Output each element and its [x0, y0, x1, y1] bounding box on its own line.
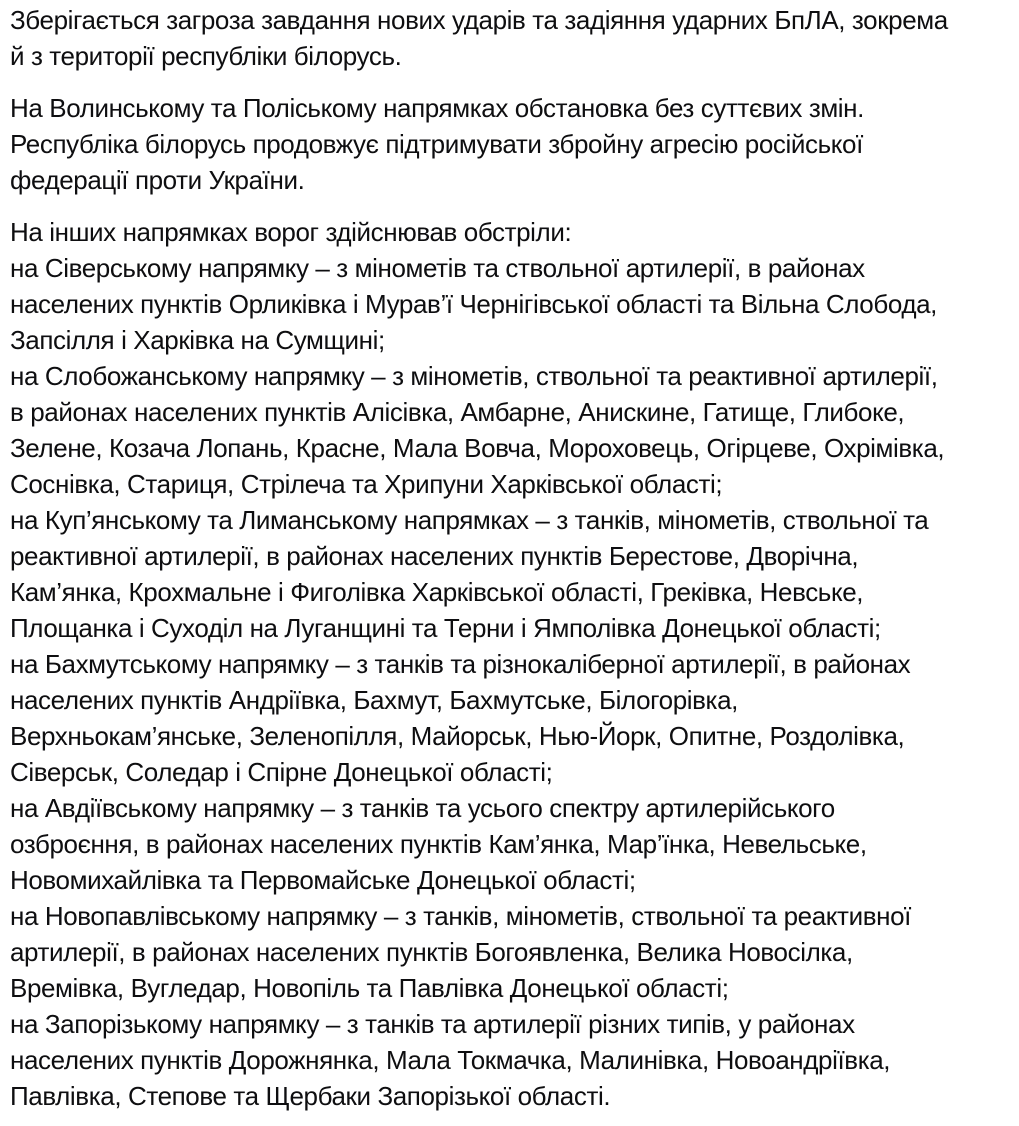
text-line: Площанка і Суходіл на Луганщині та Терни і Ямполівка Донецької області;	[10, 613, 881, 643]
text-line: Кам’янка, Крохмальне і Фиголівка Харківської області, Греківка, Невське,	[10, 577, 864, 607]
text-line: населених пунктів Орликівка і Мурав’ї Чернігівської області та Вільна Слобода,	[10, 289, 937, 319]
text-line: в районах населених пунктів Алісівка, Амбарне, Анискине, Гатище, Глибоке,	[10, 397, 905, 427]
text-line: Зберігається загроза завдання нових ударів та задіяння ударних БпЛА, зокрема	[10, 5, 948, 35]
text-line: й з території республіки білорусь.	[10, 41, 402, 71]
text-line: Верхньокам’янське, Зеленопілля, Майорськ, Нью-Йорк, Опитне, Роздолівка,	[10, 721, 905, 751]
text-line: Времівка, Вугледар, Новопіль та Павлівка Донецької області;	[10, 973, 729, 1003]
paragraph	[10, 214, 1019, 1114]
text-line: на Новопавлівському напрямку – з танків, мінометів, ствольної та реактивної	[10, 901, 911, 931]
text-line: артилерії, в районах населених пунктів Богоявленка, Велика Новосілка,	[10, 937, 853, 967]
text-line: Запсілля і Харківка на Сумщині;	[10, 325, 385, 355]
text-line: на Запорізькому напрямку – з танків та артилерії різних типів, у районах	[10, 1009, 855, 1039]
text-line: на Сіверському напрямку – з мінометів та ствольної артилерії, в районах	[10, 253, 865, 283]
text-line: на Куп’янському та Лиманському напрямках – з танків, мінометів, ствольної та	[10, 505, 929, 535]
text-line: на Авдіївському напрямку – з танків та усього спектру артилерійського	[10, 793, 835, 823]
text-line: населених пунктів Дорожнянка, Мала Токмачка, Малинівка, Новоандріївка,	[10, 1045, 891, 1075]
paragraph	[10, 2, 1019, 74]
text-line: реактивної артилерії, в районах населених пунктів Берестове, Дворічна,	[10, 541, 859, 571]
text-line: Новомихайлівка та Первомайське Донецької області;	[10, 865, 636, 895]
text-line: На Волинському та Поліському напрямках обстановка без суттєвих змін.	[10, 93, 864, 123]
text-line: Сіверськ, Соледар і Спірне Донецької області;	[10, 757, 553, 787]
paragraph	[10, 90, 1019, 198]
text-line: Соснівка, Стариця, Стрілеча та Хрипуни Харківської області;	[10, 469, 723, 499]
text-line: озброєння, в районах населених пунктів Кам’янка, Мар’їнка, Невельське,	[10, 829, 867, 859]
text-line: На інших напрямках ворог здійснював обстріли:	[10, 217, 572, 247]
text-line: на Слобожанському напрямку – з мінометів, ствольної та реактивної артилерії,	[10, 361, 938, 391]
text-line: Павлівка, Степове та Щербаки Запорізької області.	[10, 1081, 611, 1111]
text-line: Республіка білорусь продовжує підтримувати збройну агресію російської	[10, 129, 863, 159]
text-line: Зелене, Козача Лопань, Красне, Мала Вовча, Мороховець, Огірцеве, Охрімівка,	[10, 433, 945, 463]
text-line: населених пунктів Андріївка, Бахмут, Бахмутське, Білогорівка,	[10, 685, 738, 715]
text-line: федерації проти України.	[10, 165, 305, 195]
text-line: на Бахмутському напрямку – з танків та різнокаліберної артилерії, в районах	[10, 649, 911, 679]
